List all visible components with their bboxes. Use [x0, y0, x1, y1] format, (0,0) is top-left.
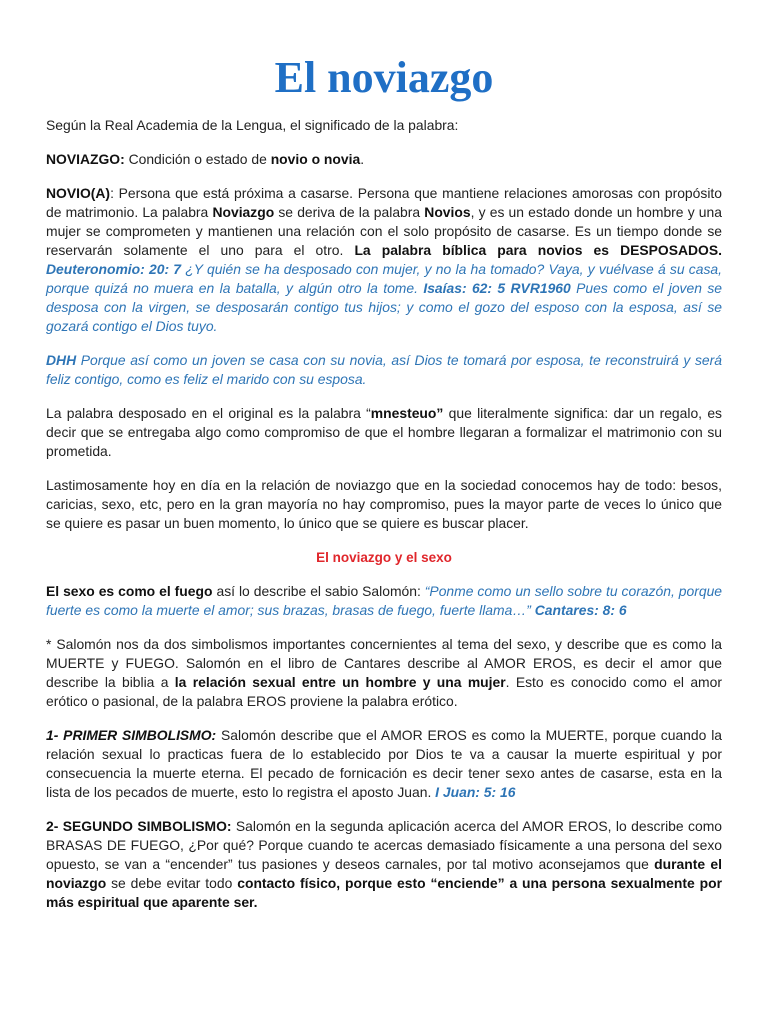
- noviazgo-term: NOVIAZGO:: [46, 151, 125, 167]
- novio-term: NOVIO(A): [46, 185, 111, 201]
- simbolismos-paragraph: * Salomón nos da dos simbolismos importantes concernientes al tema del sexo, y describe que es como la MUERTE y FUEGO. Salomón en el libro de Cantares describe al AMOR EROS, es decir el amor que describe la biblia a la relación sexual entre un hombre y una mujer. Esto es conocido como el amor erótico o pasional, de la palabra EROS proviene la palabra erótico.: [46, 636, 722, 709]
- dhh-reference: DHH: [46, 352, 77, 368]
- dhh-quote: Porque así como un joven se casa con su novia, así Dios te tomará por esposa, te reconstruirá y será feliz contigo, como es feliz el marido con su esposa.: [46, 352, 722, 387]
- mnesteuo-paragraph: La palabra desposado en el original es la palabra “mnesteuo” que literalmente significa: dar un regalo, es decir que se entregaba algo como compromiso de que el hombre llegaran a formalizar el matrimonio con su prometida.: [46, 405, 722, 459]
- dhh-paragraph: [46, 351, 722, 389]
- juan-reference: I Juan: 5: 16: [431, 784, 516, 800]
- intro-paragraph: Según la Real Academia de la Lengua, el significado de la palabra:: [46, 117, 459, 133]
- fuego-statement: El sexo es como el fuego: [46, 583, 213, 599]
- noviazgo-definition: NOVIAZGO: Condición o estado de novio o novia.: [46, 151, 365, 167]
- segundo-simbolismo-label: 2- SEGUNDO SIMBOLISMO:: [46, 818, 232, 834]
- deuteronomio-reference: Deuteronomio: 20: 7: [46, 261, 182, 277]
- isaias-reference: Isaías: 62: 5 RVR1960: [417, 280, 571, 296]
- cantares-reference: Cantares: 8: 6: [530, 602, 627, 618]
- section-subtitle: El noviazgo y el sexo: [316, 550, 452, 565]
- page-title: El noviazgo: [274, 53, 494, 102]
- mnesteuo-word: mnesteuo”: [370, 405, 444, 421]
- lastimosamente-paragraph: Lastimosamente hoy en día en la relación de noviazgo que en la sociedad conocemos hay de todo: besos, caricias, sexo, etc, pero en la gran mayoría no hay compromiso, pues la mayor parte de veces lo único que se quiere es pasar un buen momento, lo único que se quiere es buscar placer.: [46, 477, 722, 531]
- document-page: [46, 0, 722, 912]
- primer-simbolismo-paragraph: 1- PRIMER SIMBOLISMO: Salomón describe que el AMOR EROS es como la MUERTE, porque cuando la relación sexual lo practicas fuera de lo establecido por Dios te va a causar la muerte espiritual y por consecuencia la muerte eterna. El pecado de fornicación es decir tener sexo antes de casarse, esta en la lista de los pecados de muerte, esto lo registra el aposto Juan. I Juan: 5: 16: [46, 727, 723, 800]
- cantares-quote: “Ponme como un sello sobre tu corazón, porque fuerte es como la muerte el amor; sus brazas, brasas de fuego, fuerte llama…”: [46, 583, 723, 618]
- novio-definition: NOVIO(A): Persona que está próxima a casarse. Persona que mantiene relaciones amorosas con propósito de matrimonio. La palabra Noviazgo se deriva de la palabra Novios, y es un estado donde un hombre y una mujer se comprometen y mantienen una relación con el solo propósito de casarse. Es un tiempo donde se reservarán solamente el uno para el otro. La palabra bíblica para novios es DESPOSADOS. Deuteronomio: 20: 7 ¿Y quién se ha desposado con mujer, y no la ha tomado? Vaya, y vuélvase á su casa, porque quizá no muera en la batalla, y algún otro la tome. Isaías: 62: 5 RVR1960 Pues como el joven se desposa con la virgen, se desposarán contigo tus hijos; y como el gozo del esposo con la esposa, así se gozará contigo el Dios tuyo.: [46, 185, 722, 334]
- segundo-simbolismo-paragraph: 2- SEGUNDO SIMBOLISMO: Salomón en la segunda aplicación acerca del AMOR EROS, lo describe como BRASAS DE FUEGO, ¿Por qué? Porque cuando te acercas demasiado físicamente a una persona del sexo opuesto, se van a “encender” tus pasiones y deseos carnales, por tal motivo aconsejamos que durante el noviazgo se debe evitar todo contacto físico, porque esto “enciende” a una persona sexualmente por más espiritual que aparente ser.: [46, 818, 722, 910]
- primer-simbolismo-label: 1- PRIMER SIMBOLISMO:: [46, 727, 217, 743]
- fuego-paragraph: El sexo es como el fuego así lo describe el sabio Salomón: “Ponme como un sello sobre tu corazón, porque fuerte es como la muerte el amor; sus brazas, brasas de fuego, fuerte llama…” Cantares: 8: 6: [46, 583, 723, 618]
- isaias-quote: Pues como el joven se desposa con la virgen, se desposarán contigo tus hijos; y como el gozo del esposo con la esposa, así se gozará contigo el Dios tuyo.: [46, 280, 722, 334]
- deuteronomio-quote: ¿Y quién se ha desposado con mujer, y no la ha tomado? Vaya, y vuélvase á su casa, porque quizá no muera en la batalla, y algún otro la tome.: [46, 261, 722, 296]
